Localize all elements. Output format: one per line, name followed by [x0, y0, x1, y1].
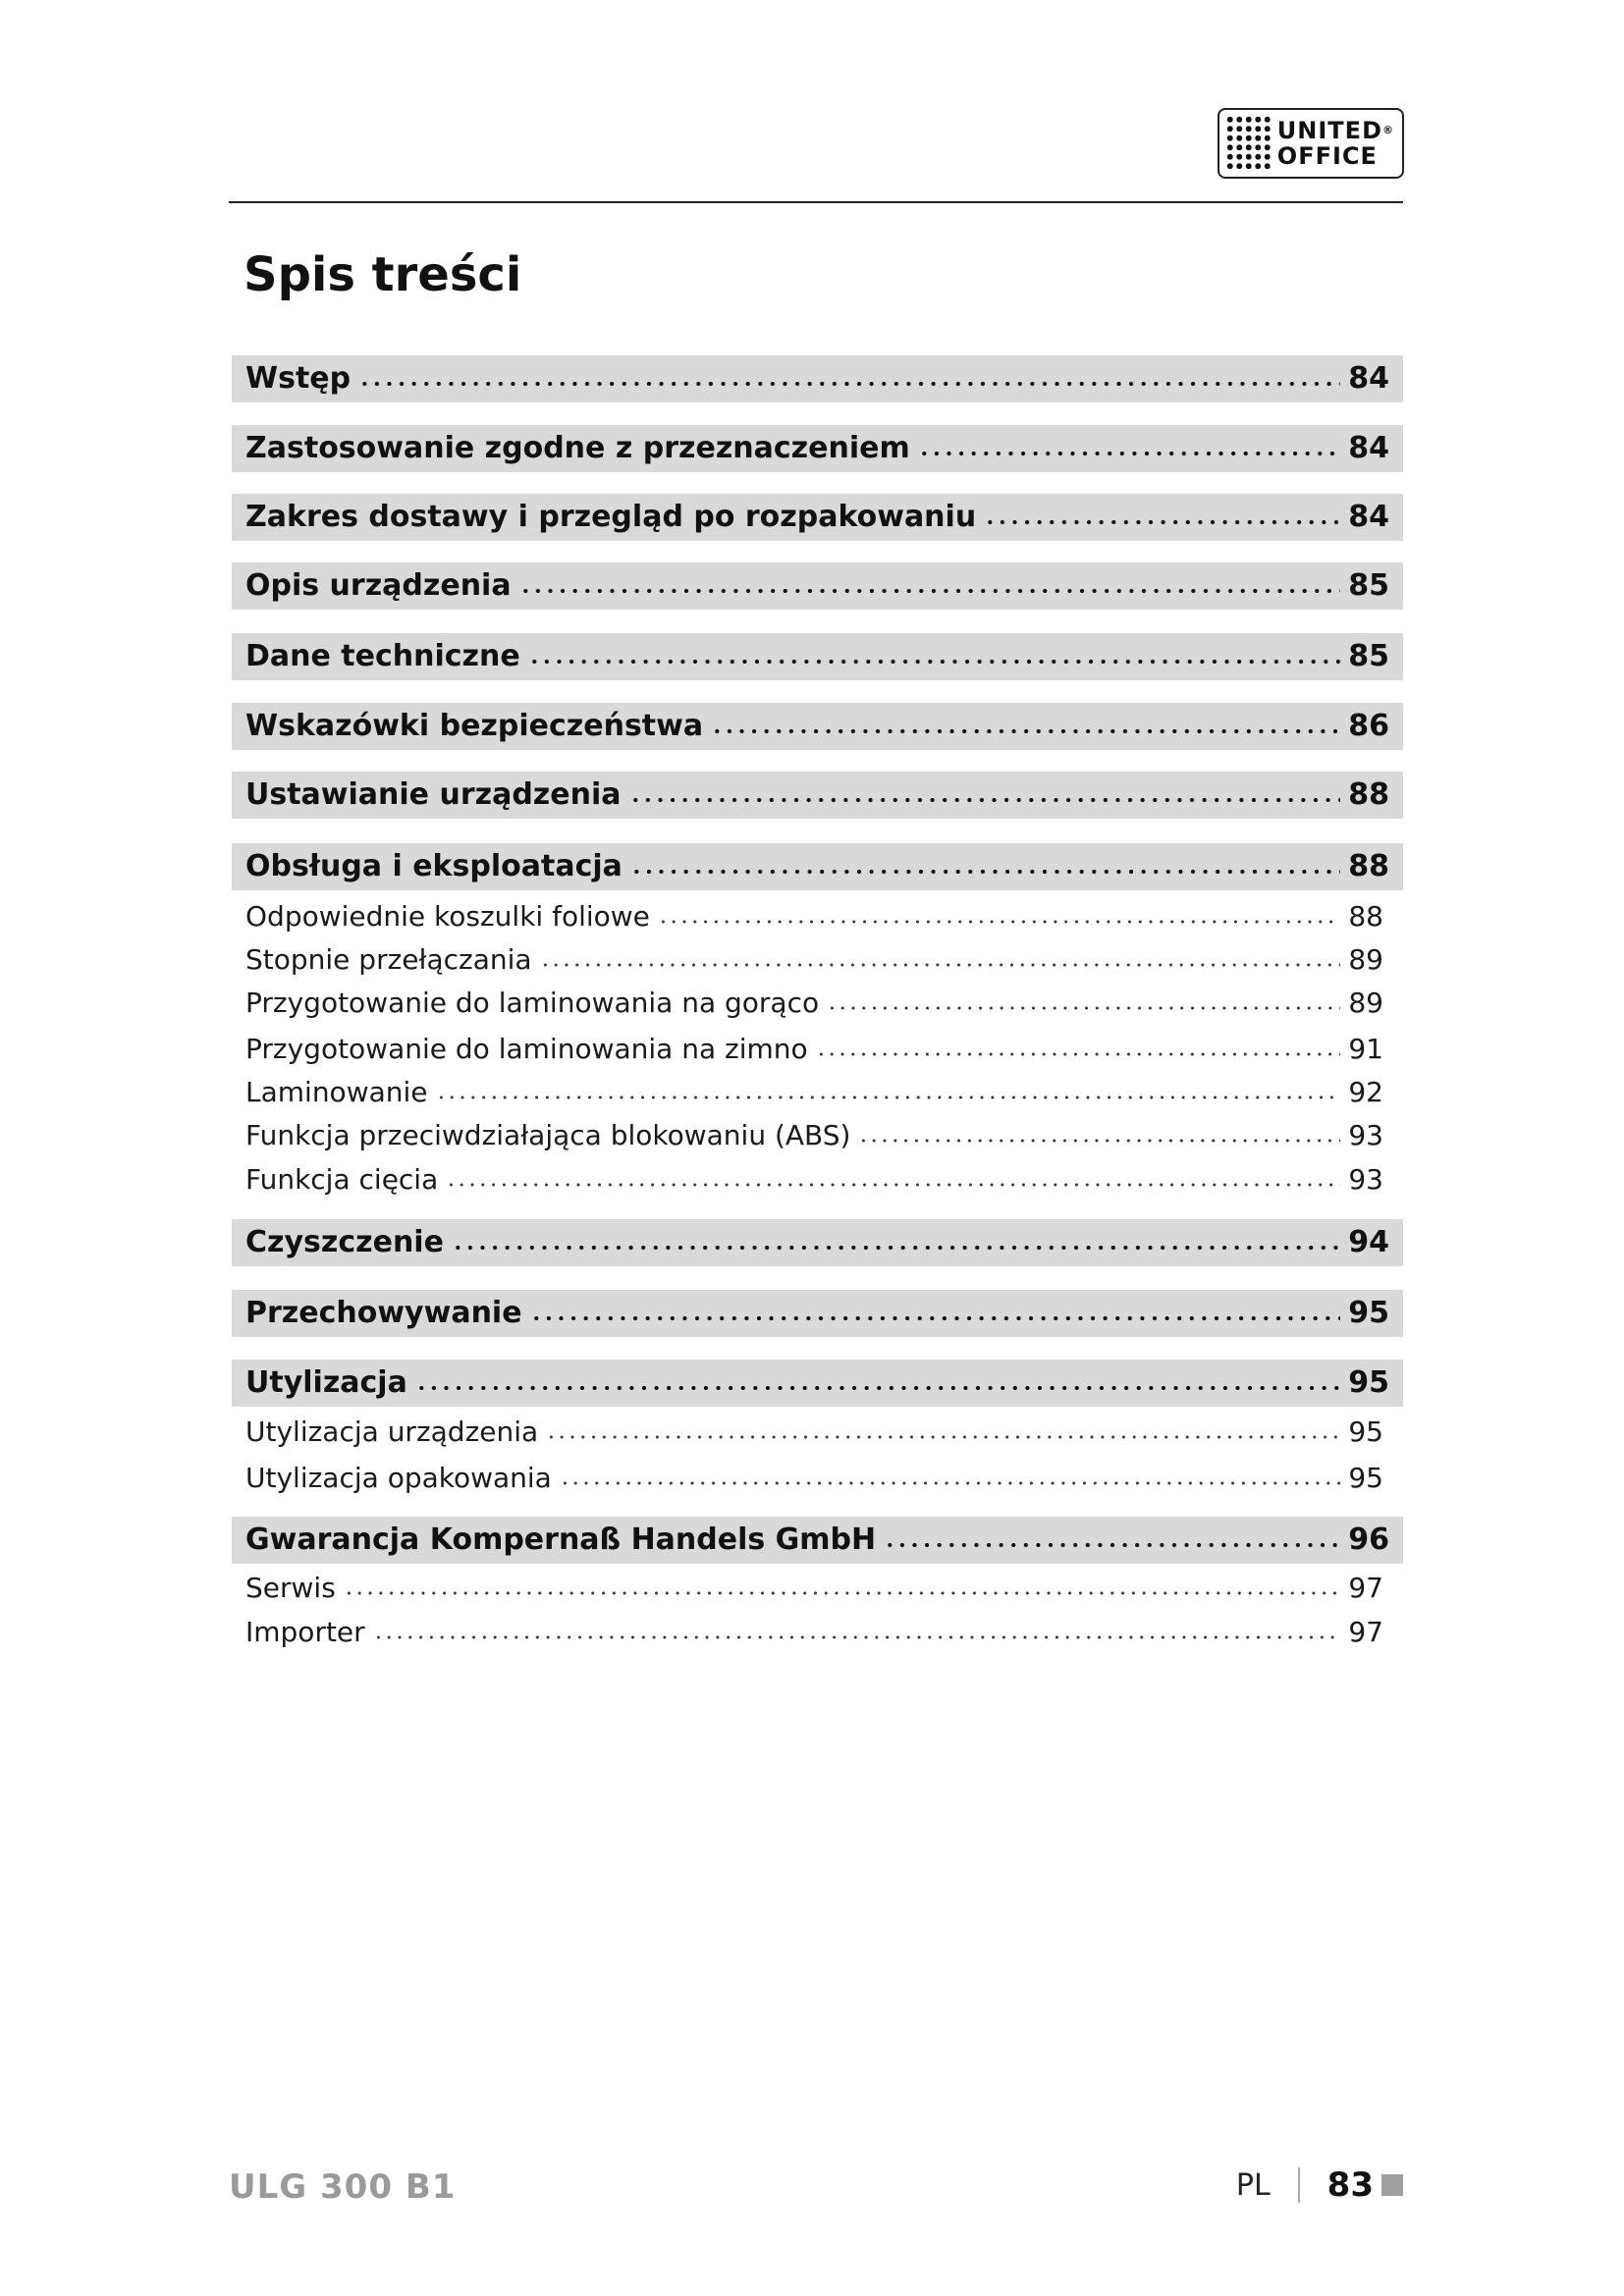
toc-entry-label: Obsługa i eksploatacja	[245, 849, 623, 883]
footer-language: PL	[1235, 2167, 1271, 2203]
toc-entry-label: Zastosowanie zgodne z przeznaczeniem	[245, 431, 910, 465]
toc-entry-page: 95	[1348, 1296, 1389, 1330]
toc-entry-page: 88	[1348, 900, 1383, 933]
dot-leader	[816, 1032, 1341, 1059]
toc-entry-page: 93	[1348, 1163, 1383, 1196]
toc-entry-page: 85	[1348, 639, 1389, 673]
toc-entry-label: Funkcja przeciwdziałająca blokowaniu (ABS)	[245, 1119, 851, 1151]
dot-leader	[629, 776, 1341, 806]
toc-entry-page: 89	[1348, 987, 1383, 1019]
toc-entry-page: 91	[1348, 1033, 1383, 1065]
toc-entry-label: Laminowanie	[245, 1076, 428, 1108]
toc-section[interactable]	[232, 494, 1403, 541]
dot-leader	[711, 708, 1340, 737]
toc-entry-label: Odpowiednie koszulki foliowe	[245, 900, 650, 933]
toc-entry-page: 94	[1348, 1225, 1389, 1259]
toc-entry-page: 92	[1348, 1076, 1383, 1108]
dot-leader	[630, 848, 1340, 878]
dot-leader	[344, 1571, 1341, 1598]
toc-entry-label: Wstęp	[245, 361, 352, 396]
toc-entry-page: 86	[1348, 709, 1389, 743]
toc-entry-page: 88	[1348, 849, 1389, 883]
registered-mark: ®	[1382, 124, 1394, 136]
dot-leader	[446, 1162, 1340, 1190]
toc-section[interactable]	[232, 1360, 1403, 1407]
toc-subsection[interactable]	[232, 1030, 1403, 1069]
toc-entry-label: Opis urządzenia	[245, 568, 512, 603]
toc-entry-page: 97	[1348, 1572, 1383, 1604]
toc-entry-label: Importer	[245, 1616, 365, 1648]
brand-line-1: UNITED	[1276, 117, 1382, 144]
toc-entry-label: Wskazówki bezpieczeństwa	[245, 709, 704, 743]
toc-entry-label: Utylizacja opakowania	[245, 1462, 552, 1494]
toc-subsection[interactable]	[232, 1116, 1403, 1155]
toc-section[interactable]	[232, 1219, 1403, 1266]
dot-leader	[540, 942, 1341, 970]
brand-line-2: OFFICE	[1276, 142, 1378, 170]
toc-subsection[interactable]	[232, 1073, 1403, 1112]
toc-entry-label: Utylizacja urządzenia	[245, 1415, 539, 1448]
toc-section[interactable]	[232, 355, 1403, 402]
toc-entry-label: Ustawianie urządzenia	[245, 777, 622, 812]
toc-subsection[interactable]	[232, 1160, 1403, 1200]
dot-leader	[530, 1295, 1341, 1324]
toc-entry-page: 96	[1348, 1522, 1389, 1557]
toc-entry-page: 84	[1348, 361, 1389, 396]
dot-leader	[884, 1522, 1340, 1551]
dot-leader	[452, 1224, 1340, 1254]
toc-entry-page: 95	[1348, 1462, 1383, 1494]
toc-entry-label: Serwis	[245, 1572, 336, 1604]
toc-section[interactable]	[232, 425, 1403, 472]
toc-entry-page: 84	[1348, 431, 1389, 465]
header-rule	[229, 201, 1403, 203]
dot-leader	[984, 499, 1340, 528]
toc-subsection[interactable]	[232, 984, 1403, 1023]
toc-entry-label: Czyszczenie	[245, 1225, 444, 1259]
footer-separator	[1298, 2167, 1300, 2203]
dot-leader	[519, 567, 1341, 597]
toc-entry-label: Utylizacja	[245, 1365, 407, 1400]
toc-entry-page: 85	[1348, 568, 1389, 603]
toc-entry-page: 97	[1348, 1616, 1383, 1648]
dot-leader	[546, 1415, 1340, 1442]
dot-leader	[560, 1461, 1341, 1488]
footer-page-number: 83	[1326, 2165, 1374, 2205]
toc-entry-page: 95	[1348, 1415, 1383, 1448]
toc-entry-label: Przygotowanie do laminowania na zimno	[245, 1033, 808, 1065]
dot-leader	[658, 899, 1340, 927]
dot-leader	[436, 1075, 1341, 1102]
toc-subsection[interactable]	[232, 1613, 1403, 1652]
dot-leader	[858, 1118, 1340, 1146]
footer-page-info	[1236, 2165, 1403, 2205]
toc-entry-label: Funkcja cięcia	[245, 1163, 439, 1196]
toc-section[interactable]	[232, 772, 1403, 819]
toc-entry-page: 95	[1348, 1365, 1389, 1400]
dot-leader	[827, 986, 1340, 1013]
toc-entry-label: Przechowywanie	[245, 1296, 522, 1330]
toc-subsection[interactable]	[232, 940, 1403, 980]
toc-entry-label: Przygotowanie do laminowania na gorąco	[245, 987, 820, 1019]
brand-logo	[1218, 108, 1404, 179]
toc-section[interactable]	[232, 703, 1403, 750]
dot-grid-icon	[1225, 115, 1272, 172]
dot-leader	[373, 1615, 1341, 1642]
brand-name	[1277, 118, 1394, 169]
toc-entry-page: 89	[1348, 943, 1383, 976]
toc-entry-label: Zakres dostawy i przegląd po rozpakowaniu	[245, 500, 977, 534]
toc-section[interactable]	[232, 562, 1403, 610]
toc-entry-page: 88	[1348, 777, 1389, 812]
toc-section[interactable]	[232, 633, 1403, 680]
footer-square-icon	[1381, 2174, 1403, 2196]
dot-leader	[918, 430, 1341, 459]
toc-section[interactable]	[232, 843, 1403, 890]
toc-section[interactable]	[232, 1290, 1403, 1337]
toc-entry-label: Dane techniczne	[245, 639, 520, 673]
dot-leader	[358, 360, 1340, 390]
toc-entry-label: Stopnie przełączania	[245, 943, 532, 976]
toc-entry-page: 93	[1348, 1119, 1383, 1151]
toc-entry-page: 84	[1348, 500, 1389, 534]
footer-model: ULG 300 B1	[229, 2167, 457, 2207]
toc-entry-label: Gwarancja Kompernaß Handels GmbH	[245, 1522, 877, 1557]
toc-subsection[interactable]	[232, 1569, 1403, 1608]
toc-subsection[interactable]	[232, 1413, 1403, 1452]
dot-leader	[415, 1364, 1340, 1394]
page-title: Spis treści	[244, 247, 522, 302]
toc-subsection[interactable]	[232, 1459, 1403, 1498]
dot-leader	[528, 638, 1341, 667]
toc-subsection[interactable]	[232, 897, 1403, 936]
toc-section[interactable]	[232, 1517, 1403, 1564]
